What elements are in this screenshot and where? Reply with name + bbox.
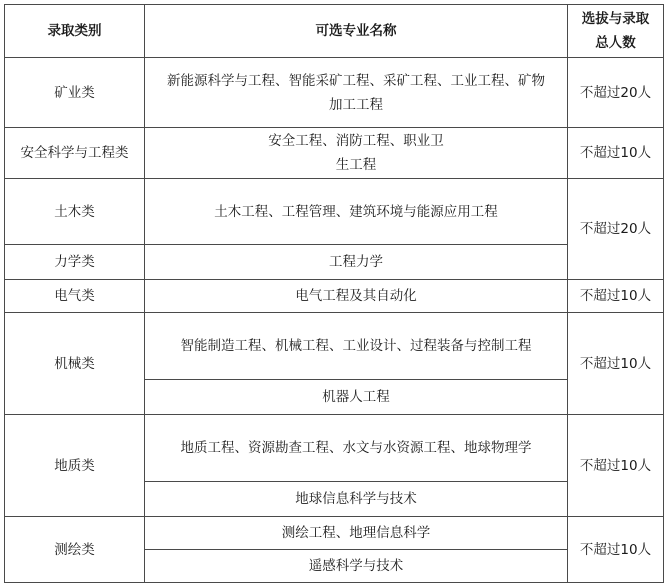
category-cell: 地质类: [5, 415, 145, 517]
majors-cell: 测绘工程、地理信息科学: [145, 517, 568, 550]
header-quota: 选拔与录取总人数: [568, 5, 664, 58]
header-category: 录取类别: [5, 5, 145, 58]
majors-cell: 土木工程、工程管理、建筑环境与能源应用工程: [145, 179, 568, 245]
quota-cell: 不超过20人: [568, 179, 664, 280]
quota-cell: 不超过10人: [568, 128, 664, 179]
table-row: [5, 179, 664, 245]
category-cell: 矿业类: [5, 58, 145, 128]
category-cell: 土木类: [5, 179, 145, 245]
category-cell: 力学类: [5, 245, 145, 280]
majors-cell: 智能制造工程、机械工程、工业设计、过程装备与控制工程: [145, 313, 568, 380]
majors-cell: 工程力学: [145, 245, 568, 280]
majors-cell: 地质工程、资源勘查工程、水文与水资源工程、地球物理学: [145, 415, 568, 482]
category-cell: 安全科学与工程类: [5, 128, 145, 179]
table-row: [5, 245, 664, 280]
table-row: [5, 517, 664, 550]
quota-cell: 不超过10人: [568, 313, 664, 415]
quota-cell: 不超过10人: [568, 517, 664, 583]
category-cell: 电气类: [5, 280, 145, 313]
admission-table: [4, 4, 664, 583]
header-majors: 可选专业名称: [145, 5, 568, 58]
quota-cell: 不超过10人: [568, 280, 664, 313]
majors-cell: 电气工程及其自动化: [145, 280, 568, 313]
majors-cell: 新能源科学与工程、智能采矿工程、采矿工程、工业工程、矿物加工工程: [145, 58, 568, 128]
table-row: [5, 313, 664, 380]
majors-cell: 机器人工程: [145, 380, 568, 415]
majors-cell: 安全工程、消防工程、职业卫生工程: [145, 128, 568, 179]
table-row: [5, 280, 664, 313]
category-cell: 测绘类: [5, 517, 145, 583]
quota-cell: 不超过10人: [568, 415, 664, 517]
table-row: [5, 128, 664, 179]
table-header-row: [5, 5, 664, 58]
table-row: [5, 58, 664, 128]
table-row: [5, 415, 664, 482]
majors-cell: 地球信息科学与技术: [145, 482, 568, 517]
category-cell: 机械类: [5, 313, 145, 415]
majors-cell: 遥感科学与技术: [145, 550, 568, 583]
quota-cell: 不超过20人: [568, 58, 664, 128]
